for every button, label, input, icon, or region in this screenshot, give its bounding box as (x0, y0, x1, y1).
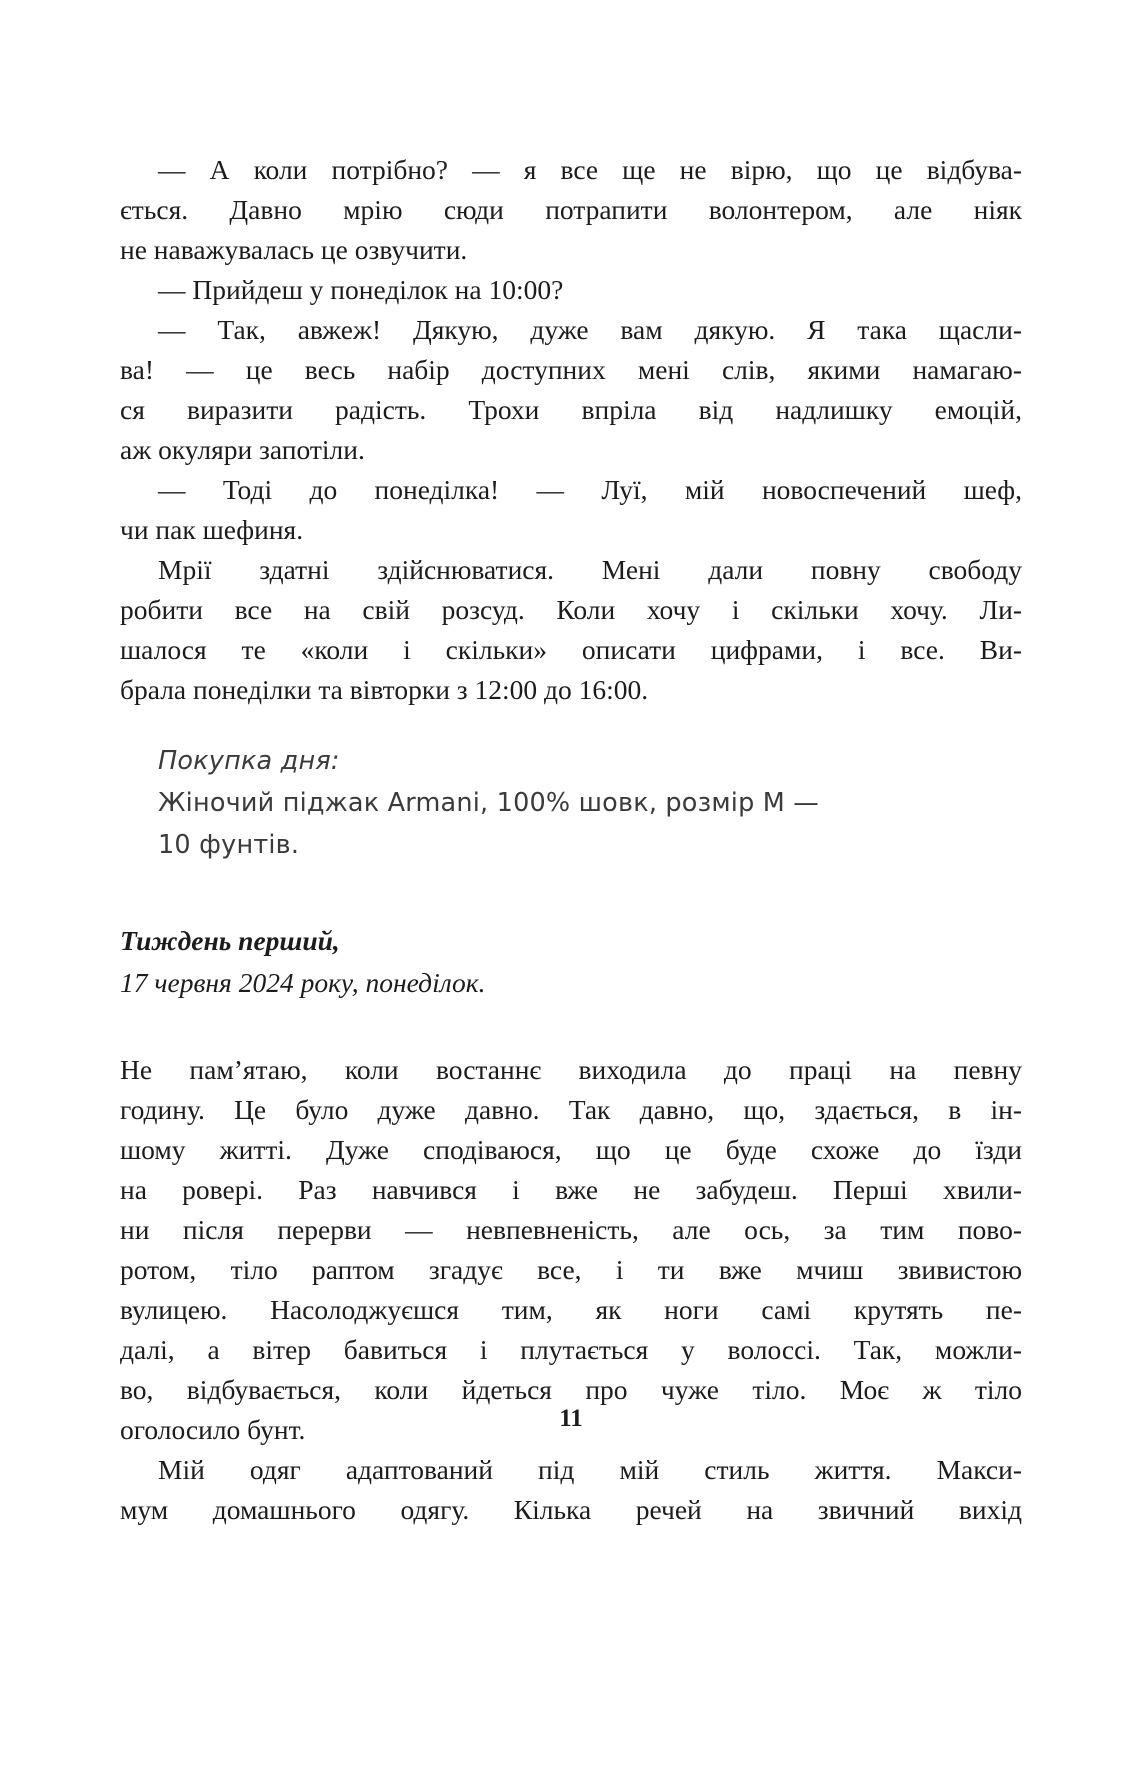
text-line: не наважувалась це озвучити. (120, 234, 468, 265)
page-number: 11 (559, 1405, 583, 1432)
text-line: — Тоді до понеділка! — Луї, мій новоспечений шеф, (158, 474, 1022, 505)
text-line: — Прийдеш у понеділок на 10:00? (158, 274, 564, 305)
text-line: ся виразити радість. Трохи впріла від надлишку емоцій, (120, 394, 1022, 425)
paragraph (120, 310, 1022, 470)
text-line: ва! — це весь набір доступних мені слів, якими намагаю- (120, 354, 1022, 385)
text-line: Покупка дня: (158, 746, 340, 776)
text-line: шому житті. Дуже сподіваюся, що це буде схоже до їзди (120, 1134, 1022, 1165)
text-line: оголосило бунт. (120, 1414, 306, 1445)
text-line: ротом, тіло раптом згадує все, і ти вже мчиш звивистою (120, 1254, 1022, 1285)
text-line: 10 фунтів. (158, 830, 300, 860)
paragraph (120, 1450, 1022, 1530)
text-line: 17 червня 2024 року, понеділок. (120, 967, 486, 998)
text-line: далі, а вітер бавиться і плутається у волоссі. Так, можли- (120, 1334, 1022, 1365)
paragraph (120, 150, 1022, 270)
text-line: брала понеділки та вівторки з 12:00 до 16:00. (120, 674, 649, 705)
text-line: — Так, авжеж! Дякую, дуже вам дякую. Я така щасли- (158, 314, 1022, 345)
paragraph (120, 270, 1022, 310)
text-line: Не пам’ятаю, коли востаннє виходила до праці на певну (120, 1054, 1022, 1085)
text-line: во, відбувається, коли йдеться про чуже тіло. Моє ж тіло (120, 1374, 1022, 1405)
text-line: ється. Давно мрію сюди потрапити волонтером, але ніяк (120, 194, 1022, 225)
text-line: ни після перерви — невпевненість, але ось, за тим пово- (120, 1214, 1022, 1245)
text-line: чи пак шефиня. (120, 514, 304, 545)
paragraph (120, 550, 1022, 710)
text-line: робити все на свій розсуд. Коли хочу і скільки хочу. Ли- (120, 594, 1022, 625)
text-line: аж окуляри запотіли. (120, 434, 365, 465)
text-line: годину. Це було дуже давно. Так давно, що, здається, в ін- (120, 1094, 1022, 1125)
text-line: Жіночий піджак Armani, 100% шовк, розмір М — (158, 788, 819, 818)
text-line: на ровері. Раз навчився і вже не забудеш. Перші хвили- (120, 1174, 1022, 1205)
paragraph (120, 470, 1022, 550)
text-line: вулицею. Насолоджуєшся тим, як ноги самі крутять пе- (120, 1294, 1022, 1325)
text-line: мум домашнього одягу. Кілька речей на звичний вихід (120, 1494, 1022, 1525)
paragraph (120, 1050, 1022, 1450)
page-text (120, 150, 1022, 1530)
text-line: Мрії здатні здійснюватися. Мені дали повну свободу (158, 554, 1022, 585)
text-line: шалося те «коли і скільки» описати цифрами, і все. Ви- (120, 634, 1022, 665)
text-line: — А коли потрібно? — я все ще не вірю, що це відбува- (158, 154, 1022, 185)
section-heading (120, 920, 1022, 1004)
text-line: Тиждень перший, (120, 925, 340, 956)
purchase-note (120, 740, 1022, 866)
text-line: Мій одяг адаптований під мій стиль життя. Макси- (158, 1454, 1022, 1485)
